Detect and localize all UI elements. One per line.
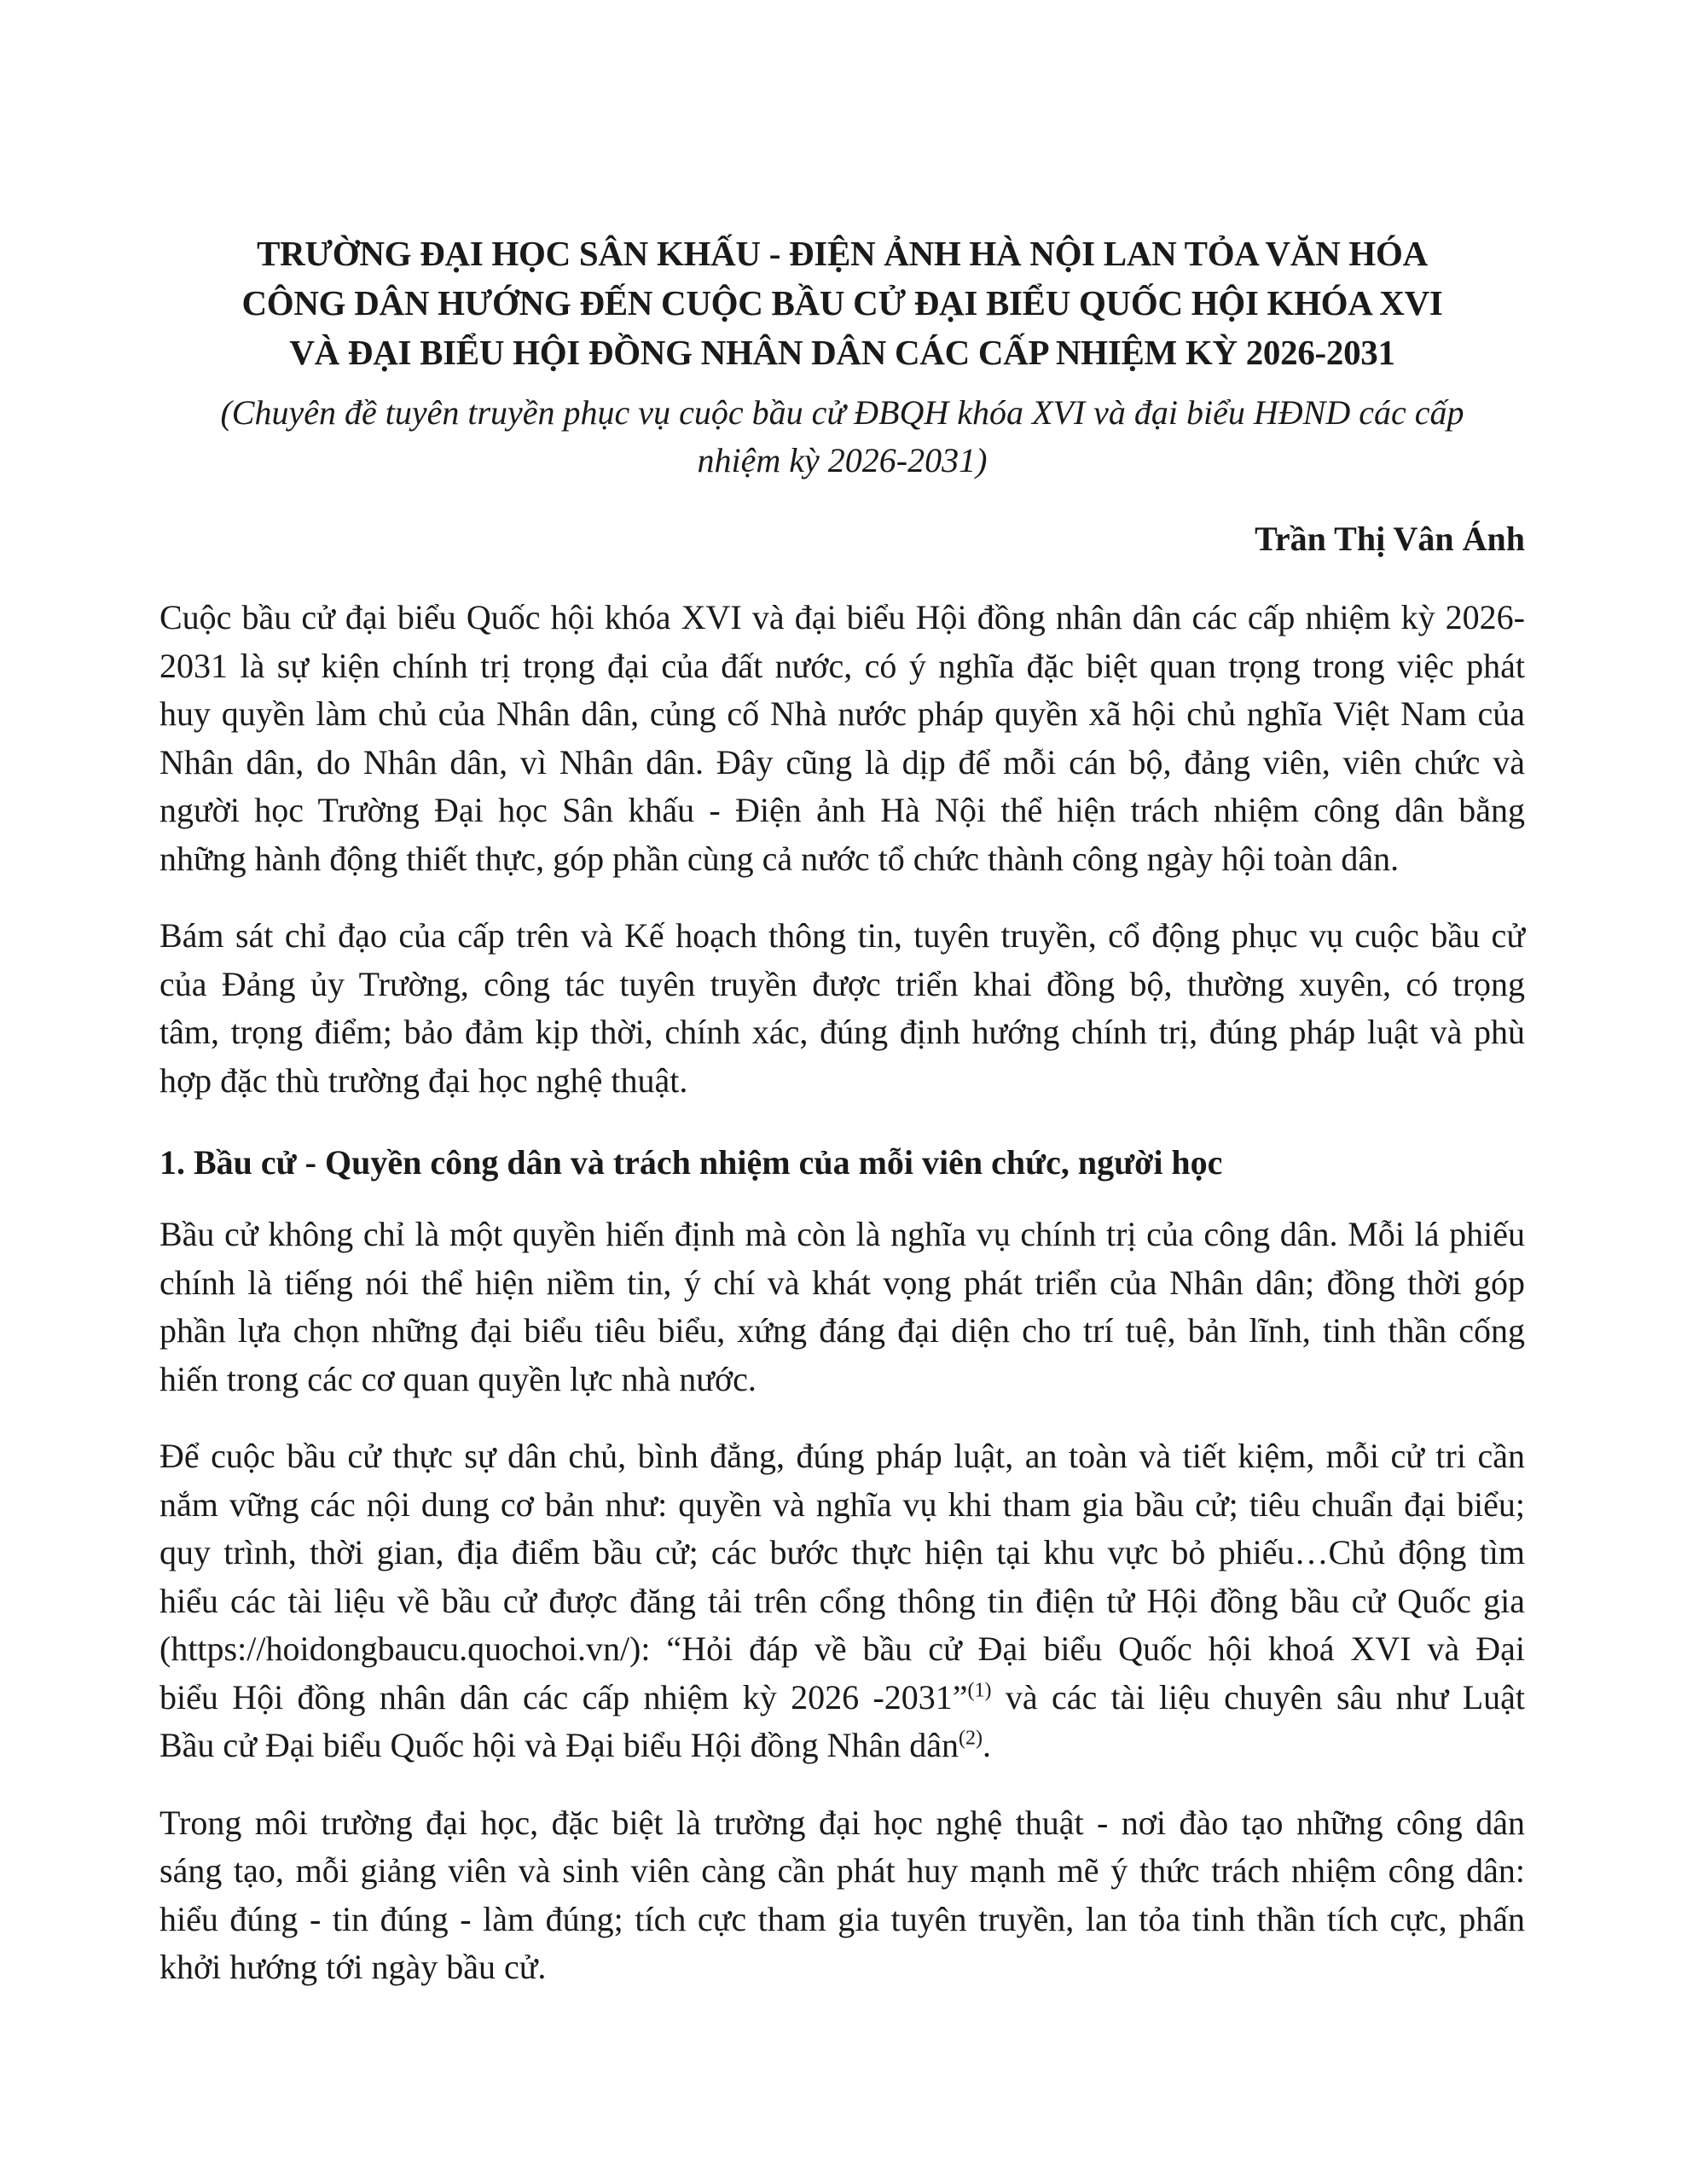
paragraph-line: chính là tiếng nói thể hiện niềm tin, ý chí và khát vọng phát triển của Nhân dân; đồng thời góp [159, 1263, 1525, 1302]
paragraph-intro [159, 594, 1525, 883]
document-title [159, 229, 1525, 377]
footnote-ref-1: (1) [967, 1679, 992, 1702]
title-line: CÔNG DÂN HƯỚNG ĐẾN CUỘC BẦU CỬ ĐẠI BIỂU QUỐC HỘI KHÓA XVI [241, 283, 1443, 322]
paragraph-line: phần lựa chọn những đại biểu tiêu biểu, xứng đáng đại diện cho trí tuệ, bản lĩnh, tinh thần cống [159, 1311, 1525, 1350]
paragraph-line: hiểu đúng - tin đúng - làm đúng; tích cực tham gia tuyên truyền, lan tỏa tinh thần tích cực, phấn [159, 1899, 1525, 1938]
paragraph-line: Bầu cử không chỉ là một quyền hiến định mà còn là nghĩa vụ chính trị của công dân. Mỗi lá phiếu [159, 1215, 1525, 1253]
paragraph-line: sáng tạo, mỗi giảng viên và sinh viên càng cần phát huy mạnh mẽ ý thức trách nhiệm công dân: [159, 1851, 1525, 1890]
line-text: . [983, 1726, 991, 1764]
paragraph-line: quy trình, thời gian, địa điểm bầu cử; các bước thực hiện tại khu vực bỏ phiếu…Chủ động tìm [159, 1533, 1525, 1571]
paragraph-line: hiểu các tài liệu về bầu cử được đăng tải trên cổng thông tin điện tử Hội đồng bầu cử Quốc gia [159, 1581, 1525, 1620]
paragraph-line: những hành động thiết thực, góp phần cùng cả nước tổ chức thành công ngày hội toàn dân. [159, 839, 1400, 878]
subtitle-line: (Chuyên đề tuyên truyền phục vụ cuộc bầu cử ĐBQH khóa XVI và đại biểu HĐND các cấp [220, 393, 1464, 432]
paragraph-line [159, 1722, 1525, 1770]
footnote-ref-2: (2) [959, 1727, 983, 1750]
line-text: Bầu cử Đại biểu Quốc hội và Đại biểu Hội đồng Nhân dân [159, 1726, 959, 1764]
paragraph-line: của Đảng ủy Trường, công tác tuyên truyền được triển khai đồng bộ, thường xuyên, có trọng [159, 964, 1525, 1003]
author-name: Trần Thị Vân Ánh [1255, 520, 1525, 558]
paragraph-line: Trong môi trường đại học, đặc biệt là trường đại học nghệ thuật - nơi đào tạo những công dân [159, 1803, 1525, 1842]
paragraph-line: khởi hướng tới ngày bầu cử. [159, 1948, 547, 1986]
paragraph-line: (https://hoidongbaucu.quochoi.vn/): “Hỏi đáp về bầu cử Đại biểu Quốc hội khoá XVI và Đại [159, 1629, 1525, 1668]
paragraph-voter-knowledge [159, 1432, 1525, 1770]
paragraph-line: Bám sát chỉ đạo của cấp trên và Kế hoạch thông tin, tuyên truyền, cổ động phục vụ cuộc bầu cử [159, 916, 1525, 955]
subtitle-line: nhiệm kỳ 2026-2031) [697, 441, 988, 479]
paragraph-line: Để cuộc bầu cử thực sự dân chủ, bình đẳng, đúng pháp luật, an toàn và tiết kiệm, mỗi cử tri cần [159, 1437, 1525, 1475]
paragraph-line: huy quyền làm chủ của Nhân dân, củng cố Nhà nước pháp quyền xã hội chủ nghĩa Việt Nam của [159, 694, 1525, 733]
paragraph-election-right [159, 1211, 1525, 1403]
title-line: TRƯỜNG ĐẠI HỌC SÂN KHẤU - ĐIỆN ẢNH HÀ NỘI LAN TỎA VĂN HÓA [257, 234, 1428, 273]
paragraph-line [159, 1674, 1525, 1722]
line-text: biểu Hội đồng nhân dân các cấp nhiệm kỳ 2026 -2031” [159, 1677, 968, 1716]
paragraph-line: người học Trường Đại học Sân khấu - Điện ảnh Hà Nội thể hiện trách nhiệm công dân bằng [159, 791, 1525, 829]
paragraph-line: hợp đặc thù trường đại học nghệ thuật. [159, 1060, 688, 1100]
paragraph-line: Nhân dân, do Nhân dân, vì Nhân dân. Đây cũng là dịp để mỗi cán bộ, đảng viên, viên chức và [159, 742, 1525, 781]
paragraph-line: 2031 là sự kiện chính trị trọng đại của đất nước, có ý nghĩa đặc biệt quan trọng trong việc phát [159, 646, 1525, 685]
paragraph-university-role [159, 1799, 1525, 1992]
paragraph-line: hiến trong các cơ quan quyền lực nhà nước. [159, 1359, 757, 1398]
line-text: và các tài liệu chuyên sâu như Luật [991, 1677, 1525, 1716]
section-heading-1: 1. Bầu cử - Quyền công dân và trách nhiệm của mỗi viên chức, người học [159, 1143, 1223, 1182]
title-line: VÀ ĐẠI BIỂU HỘI ĐỒNG NHÂN DÂN CÁC CẤP NHIỆM KỲ 2026-2031 [289, 333, 1395, 372]
paragraph-propaganda [159, 912, 1525, 1105]
paragraph-line: nắm vững các nội dung cơ bản như: quyền và nghĩa vụ khi tham gia bầu cử; tiêu chuẩn đại biểu; [159, 1484, 1525, 1524]
paragraph-line: Cuộc bầu cử đại biểu Quốc hội khóa XVI và đại biểu Hội đồng nhân dân các cấp nhiệm kỳ 2026- [159, 598, 1525, 636]
document-subtitle [159, 389, 1525, 485]
paragraph-line: tâm, trọng điểm; bảo đảm kịp thời, chính xác, đúng định hướng chính trị, đúng pháp luật và phù [159, 1013, 1525, 1051]
